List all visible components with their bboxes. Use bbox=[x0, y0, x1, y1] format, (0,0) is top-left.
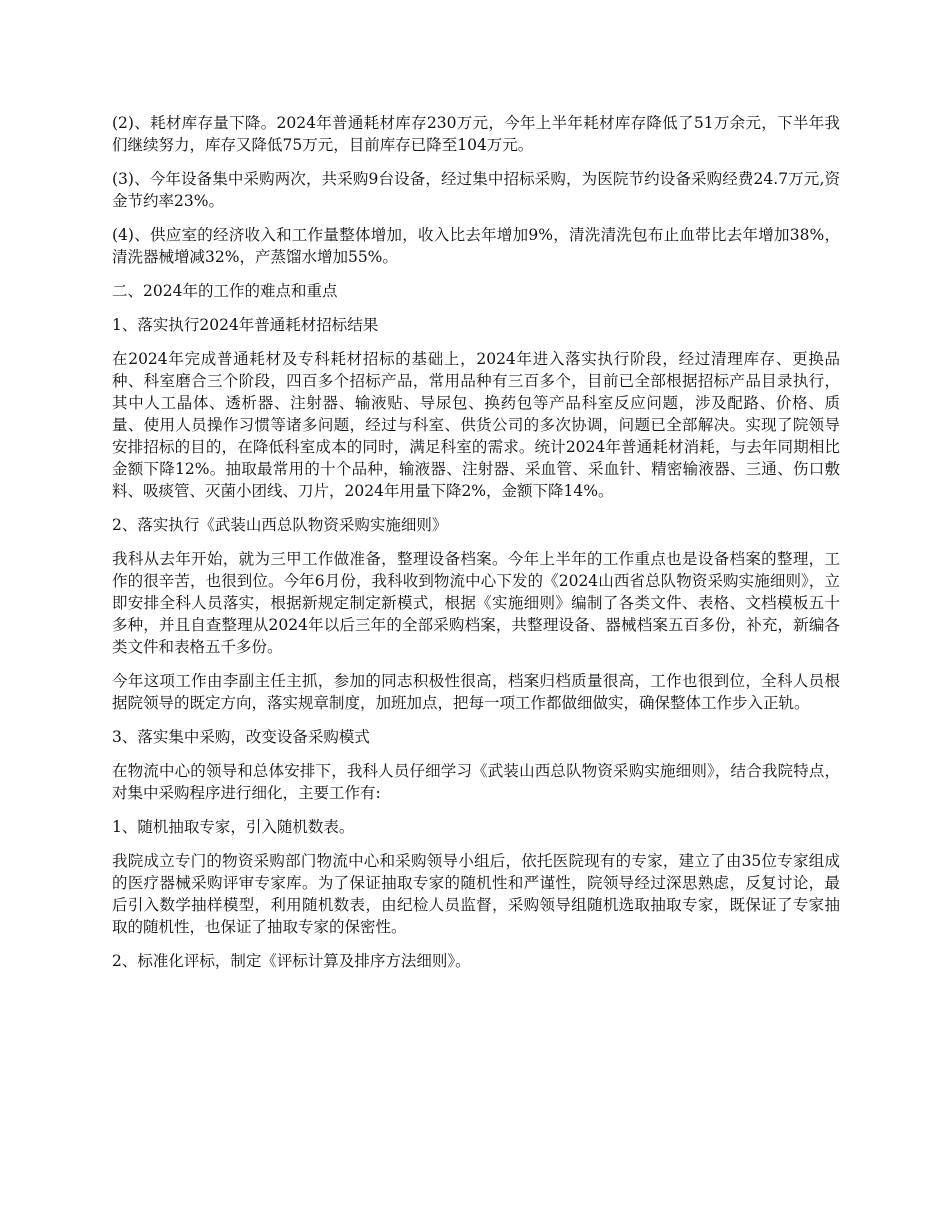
paragraph-equipment-archives: 我科从去年开始，就为三甲工作做准备，整理设备档案。今年上半年的工作重点也是设备档案的整理，工作的很辛苦，也很到位。今年6月份，我科收到物流中心下发的《2024山西省总队物资采购实施细则》，立即安排全科人员落实，根据新规定制定新模式，根据《实施细则》编制了各类文件、表格、文档模板五十多种，并且自查整理从2024年以后三年的全部采购档案，共整理设备、器械档案五百多份，补充，新编各类文件和表格五千多份。 bbox=[112, 550, 840, 656]
subheading-random-experts: 1、随机抽取专家，引入随机数表。 bbox=[112, 818, 355, 836]
subheading-procurement-rules: 2、落实执行《武装山西总队物资采购实施细则》 bbox=[112, 516, 448, 534]
paragraph-equipment-purchase: (3)、今年设备集中采购两次，共采购9台设备，经过集中招标采购，为医院节约设备采购经费24.7万元,资金节约率23%。 bbox=[112, 170, 840, 210]
paragraph-expert-database: 我院成立专门的物资采购部门物流中心和采购领导小组后，依托医院现有的专家，建立了由35位专家组成的医疗器械采购评审专家库。为了保证抽取专家的随机性和严谨性，院领导经过深思熟虑，反复讨论，最后引入数学抽样模型，利用随机数表，由纪检人员监督，采购领导组随机选取抽取专家，既保证了专家抽取的随机性，也保证了抽取专家的保密性。 bbox=[112, 852, 840, 936]
paragraph-supply-room-income: (4)、供应室的经济收入和工作量整体增加，收入比去年增加9%，清洗清洗包布止血带比去年增加38%，清洗器械增减32%，产蒸馏水增加55%。 bbox=[112, 226, 840, 266]
subheading-tender-results: 1、落实执行2024年普通耗材招标结果 bbox=[112, 316, 379, 334]
paragraph-procurement-refinement: 在物流中心的领导和总体安排下，我科人员仔细学习《武装山西总队物资采购实施细则》，结合我院特点，对集中采购程序进行细化，主要工作有: bbox=[112, 762, 840, 802]
paragraph-inventory-decline: (2)、耗材库存量下降。2024年普通耗材库存230万元，今年上半年耗材库存降低了51万余元，下半年我们继续努力，库存又降低75万元，目前库存已降至104万元。 bbox=[112, 114, 840, 154]
section-heading-difficulties: 二、2024年的工作的难点和重点 bbox=[112, 282, 338, 300]
subheading-centralized-procurement: 3、落实集中采购，改变设备采购模式 bbox=[112, 728, 370, 746]
subheading-standard-bid-evaluation: 2、标准化评标，制定《评标计算及排序方法细则》。 bbox=[112, 952, 471, 970]
paragraph-tender-execution: 在2024年完成普通耗材及专科耗材招标的基础上，2024年进入落实执行阶段，经过清理库存、更换品种、科室磨合三个阶段，四百多个招标产品，常用品种有三百多个，目前已全部根据招标产品目录执行，其中人工晶体、透析器、注射器、输液贴、导尿包、换药包等产品科室反应问题，涉及配路、价格、质量、使用人员操作习惯等诸多问题，经过与科室、供货公司的多次协调，问题已全部解决。实现了院领导安排招标的目的，在降低科室成本的同时，满足科室的需求。统计2024年普通耗材消耗，与去年同期相比金额下降12%。抽取最常用的十个品种，输液器、注射器、采血管、采血针、精密输液器、三通、伤口敷料、吸痰管、灭菌小团线、刀片，2024年用量下降2%，金额下降14%。 bbox=[112, 350, 840, 500]
paragraph-archive-work-lead: 今年这项工作由李副主任主抓，参加的同志积极性很高，档案归档质量很高，工作也很到位，全科人员根据院领导的既定方向，落实规章制度，加班加点，把每一项工作都做细做实，确保整体工作步入正轨。 bbox=[112, 672, 840, 712]
document-body bbox=[112, 112, 840, 984]
